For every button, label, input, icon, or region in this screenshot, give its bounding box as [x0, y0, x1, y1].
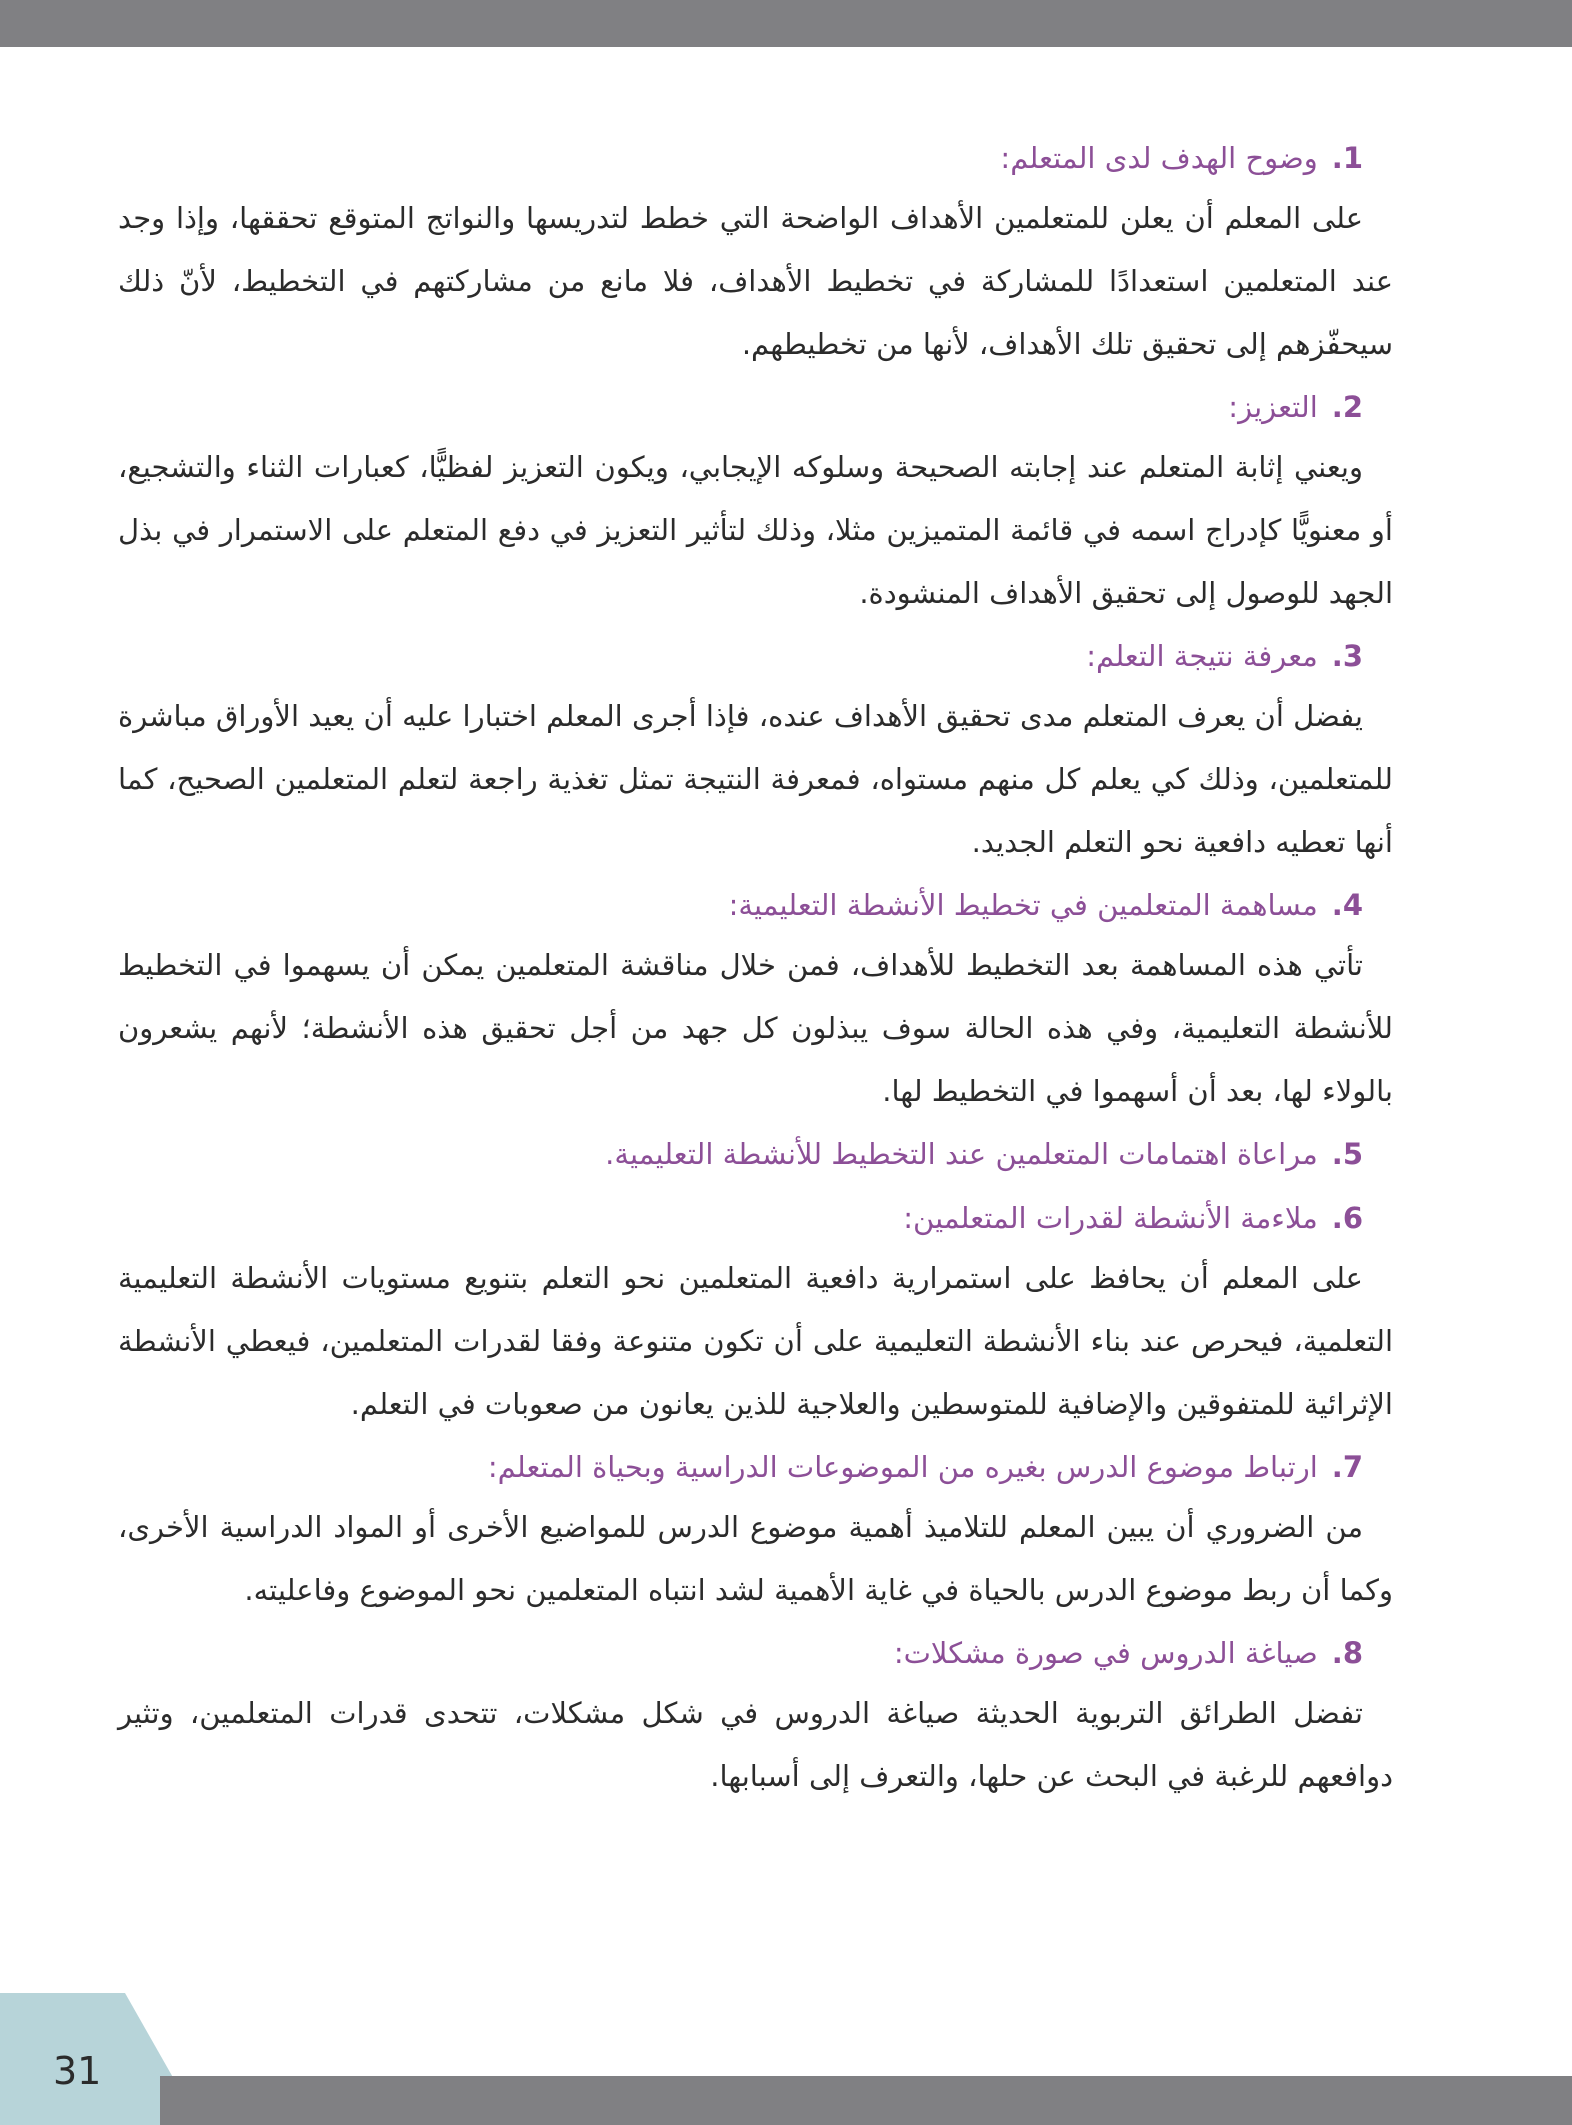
top-bar — [0, 0, 1572, 47]
section-4 — [118, 882, 1393, 1123]
section-title: التعزيز: — [1228, 390, 1318, 424]
section-3 — [118, 633, 1393, 874]
section-paragraph: على المعلم أن يحافظ على استمرارية دافعية المتعلمين نحو التعلم بتنويع مستويات الأنشطة التعليمية التعلمية، فيحرص عند بناء الأنشطة التعليمية على أن تكون متنوعة وفقا لقدرات المتعلمين، فيعطي الأنشطة الإثرائية للمتفوقين والإضافية للمتوسطين والعلاجية للذين يعانون من صعوبات في التعلم. — [118, 1261, 1393, 1421]
section-7 — [118, 1444, 1393, 1622]
section-number: 3. — [1331, 639, 1363, 673]
section-6 — [118, 1195, 1393, 1436]
section-paragraph: يفضل أن يعرف المتعلم مدى تحقيق الأهداف عنده، فإذا أجرى المعلم اختبارا عليه أن يعيد الأوراق مباشرة للمتعلمين، وذلك كي يعلم كل منهم مستواه، فمعرفة النتيجة تمثل تغذية راجعة لتعلم المتعلمين الصحيح، كما أنها تعطيه دافعية نحو التعلم الجديد. — [118, 699, 1393, 859]
section-title: صياغة الدروس في صورة مشكلات: — [893, 1636, 1318, 1670]
section-1 — [118, 135, 1393, 376]
section-number: 1. — [1331, 141, 1363, 175]
section-number: 6. — [1331, 1201, 1363, 1235]
section-heading — [118, 1630, 1363, 1676]
section-title: مراعاة اهتمامات المتعلمين عند التخطيط للأنشطة التعليمية. — [605, 1137, 1318, 1171]
section-number: 5. — [1331, 1137, 1363, 1171]
section-number: 8. — [1331, 1636, 1363, 1670]
section-paragraph: تأتي هذه المساهمة بعد التخطيط للأهداف، فمن خلال مناقشة المتعلمين يمكن أن يسهموا في التخطيط للأنشطة التعليمية، وفي هذه الحالة سوف يبذلون كل جهد من أجل تحقيق هذه الأنشطة؛ لأنهم يشعرون بالولاء لها، بعد أن أسهموا في التخطيط لها. — [118, 948, 1393, 1108]
section-title: ملاءمة الأنشطة لقدرات المتعلمين: — [903, 1201, 1318, 1235]
section-heading — [118, 882, 1363, 928]
section-paragraph: من الضروري أن يبين المعلم للتلاميذ أهمية موضوع الدرس للمواضيع الأخرى أو المواد الدراسية الأخرى، وكما أن ربط موضوع الدرس بالحياة في غاية الأهمية لشد انتباه المتعلمين نحو الموضوع وفاعليته. — [118, 1510, 1393, 1607]
section-number: 7. — [1331, 1450, 1363, 1484]
section-8 — [118, 1630, 1393, 1808]
section-heading — [118, 1444, 1363, 1490]
section-title: معرفة نتيجة التعلم: — [1086, 639, 1318, 673]
section-heading — [118, 633, 1363, 679]
section-title: مساهمة المتعلمين في تخطيط الأنشطة التعليمية: — [728, 888, 1318, 922]
section-paragraph: ويعني إثابة المتعلم عند إجابته الصحيحة وسلوكه الإيجابي، ويكون التعزيز لفظيًّا، كعبارات الثناء والتشجيع، أو معنويًّا كإدراج اسمه في قائمة المتميزين مثلا، وذلك لتأثير التعزيز في دفع المتعلم على الاستمرار في بذل الجهد للوصول إلى تحقيق الأهداف المنشودة. — [118, 450, 1393, 610]
bottom-bar — [160, 2076, 1572, 2125]
section-number: 4. — [1331, 888, 1363, 922]
section-number: 2. — [1331, 390, 1363, 424]
section-heading — [118, 135, 1363, 181]
section-2 — [118, 384, 1393, 625]
section-5 — [118, 1131, 1393, 1177]
page-number: 31 — [53, 2049, 102, 2093]
document-body — [118, 135, 1393, 1816]
section-heading — [118, 1131, 1363, 1177]
section-heading — [118, 1195, 1363, 1241]
section-paragraph: تفضل الطرائق التربوية الحديثة صياغة الدروس في شكل مشكلات، تتحدى قدرات المتعلمين، وتثير دوافعهم للرغبة في البحث عن حلها، والتعرف إلى أسبابها. — [118, 1696, 1393, 1793]
section-paragraph: على المعلم أن يعلن للمتعلمين الأهداف الواضحة التي خطط لتدريسها والنواتج المتوقع تحققها، وإذا وجد عند المتعلمين استعدادًا للمشاركة في تخطيط الأهداف، فلا مانع من مشاركتهم في التخطيط، لأنّ ذلك سيحفّزهم إلى تحقيق تلك الأهداف، لأنها من تخطيطهم. — [118, 201, 1393, 361]
section-heading — [118, 384, 1363, 430]
section-title: وضوح الهدف لدى المتعلم: — [1000, 141, 1318, 175]
section-title: ارتباط موضوع الدرس بغيره من الموضوعات الدراسية وبحياة المتعلم: — [487, 1450, 1318, 1484]
